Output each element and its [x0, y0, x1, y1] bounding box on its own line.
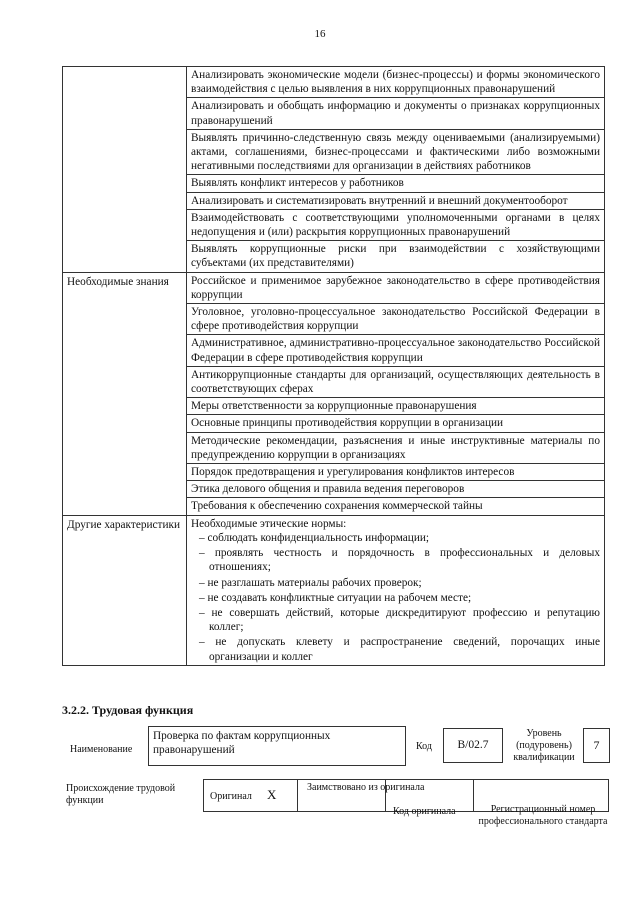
- skills-cell: [187, 67, 605, 273]
- skills-row: [63, 67, 605, 273]
- ethics-heading: Необходимые этические нормы:: [191, 517, 347, 530]
- ethics-item: – проявлять честность и порядочность в профессиональных и деловых отношениях;: [199, 547, 600, 574]
- knowledge-skills-table: [62, 66, 605, 666]
- skill-item: Анализировать экономические модели (бизнес-процессы) и формы экономического взаимодействия с целью выявления в них коррупционных правонарушений: [187, 67, 604, 98]
- knowledge-item: Этика делового общения и правила ведения переговоров: [187, 481, 604, 498]
- function-name-box: Проверка по фактам коррупционных правонарушений: [148, 726, 406, 766]
- original-mark: X: [267, 787, 277, 802]
- name-label: Наименование: [70, 744, 133, 755]
- knowledge-item: Антикоррупционные стандарты для организаций, осуществляющих деятельность в соответствующих сферах: [187, 367, 604, 398]
- skill-item: Анализировать и систематизировать внутренний и внешний документооборот: [187, 193, 604, 210]
- knowledge-item: Порядок предотвращения и урегулирования конфликтов интересов: [187, 464, 604, 481]
- level-label: Уровень (подуровень) квалификации: [513, 728, 575, 763]
- knowledge-item: Уголовное, уголовно-процессуальное законодательство Российской Федерации в сфере противодействия коррупции: [187, 304, 604, 335]
- code-label: Код: [416, 741, 432, 752]
- knowledge-item: Методические рекомендации, разъяснения и иные инструктивные материалы по предупреждению коррупции в организациях: [187, 433, 604, 464]
- skill-item: Выявлять коррупционные риски при взаимодействии с хозяйствующими субъектами (их представителями): [191, 243, 600, 270]
- knowledge-item: Российское и применимое зарубежное законодательство в сфере противодействия коррупции: [187, 273, 604, 304]
- skill-item: Анализировать и обобщать информацию и документы о признаках коррупционных правонарушений: [187, 98, 604, 129]
- code-original-label: Код оригинала: [393, 806, 456, 817]
- knowledge-item: Меры ответственности за коррупционные правонарушения: [187, 398, 604, 415]
- skill-item: Взаимодействовать с соответствующими уполномоченными органами в целях недопущения и (или) раскрытия коррупционных правонарушений: [187, 210, 604, 241]
- page-number: 16: [314, 28, 326, 40]
- knowledge-item: Административное, административно-процессуальное законодательство Российской Федерации в сфере противодействия коррупции: [187, 335, 604, 366]
- skill-item: Выявлять причинно-следственную связь между оцениваемыми (анализируемыми) актами, соглашениями, бизнес-процессами и фактическими либо возможными негативными последствиями для организации в действиях работников: [187, 130, 604, 176]
- ethics-item: – не создавать конфликтные ситуации на рабочем месте;: [199, 591, 472, 604]
- skills-label-cell: [63, 67, 187, 273]
- origin-label: Происхождение трудовой функции: [66, 783, 176, 806]
- other-label: Другие характеристики: [63, 515, 187, 665]
- ethics-item: – не допускать клевету и распространение сведений, порочащих иные организации и коллег: [199, 636, 600, 663]
- other-cell: [187, 515, 605, 665]
- skill-item: Выявлять конфликт интересов у работников: [187, 175, 604, 192]
- original-label: Оригинал: [210, 791, 252, 802]
- other-row: [63, 515, 605, 665]
- knowledge-label: Необходимые знания: [63, 272, 187, 515]
- registration-number-label: Регистрационный номер профессионального стандарта: [478, 804, 608, 827]
- ethics-item: – не совершать действий, которые дискредитируют профессию и репутацию коллег;: [199, 606, 600, 634]
- knowledge-item: Основные принципы противодействия коррупции в организации: [187, 415, 604, 432]
- ethics-item: – соблюдать конфиденциальность информации;: [199, 531, 430, 544]
- knowledge-item: Требования к обеспечению сохранения коммерческой тайны: [191, 500, 483, 513]
- knowledge-cell: [187, 272, 605, 515]
- code-value: B/02.7: [443, 728, 503, 763]
- borrowed-label: Заимствовано из оригинала: [307, 782, 425, 793]
- ethics-item: – не разглашать материалы рабочих проверок;: [199, 576, 422, 589]
- knowledge-row: [63, 272, 605, 515]
- section-title: 3.2.2. Трудовая функция: [62, 703, 194, 717]
- level-value: 7: [583, 728, 610, 763]
